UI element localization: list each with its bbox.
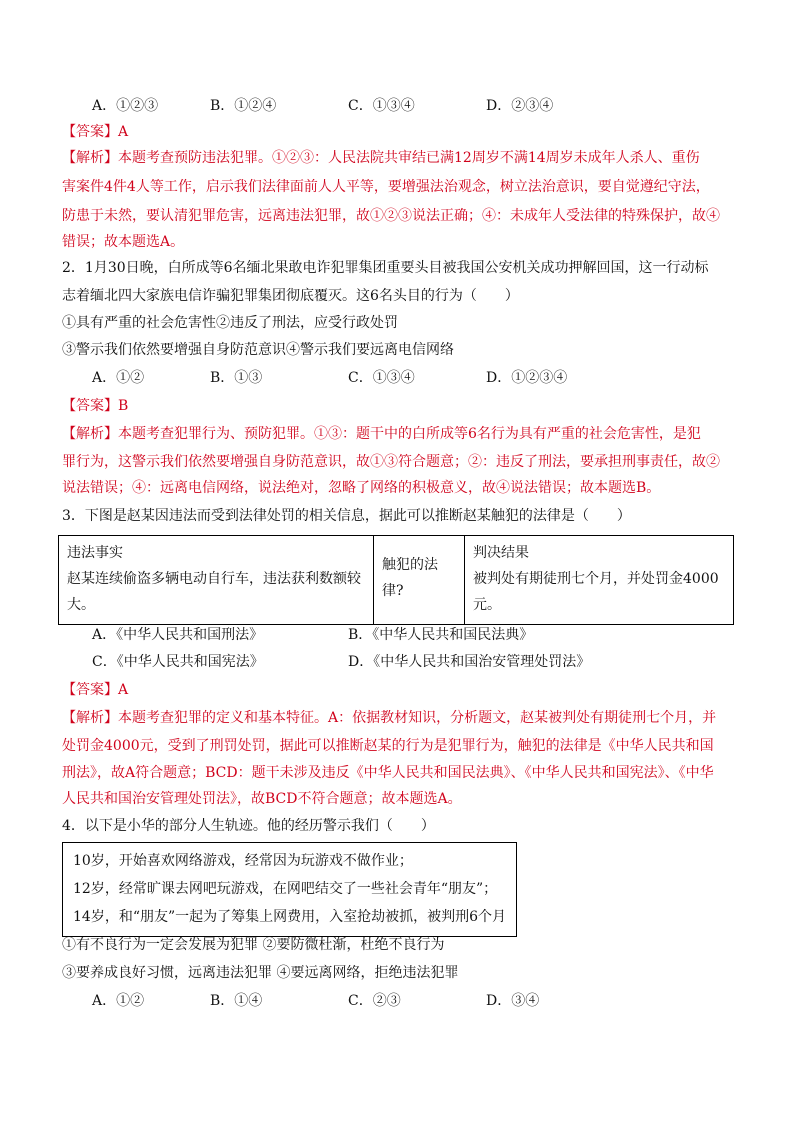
- q3-stem: 3．下图是赵某因违法而受到法律处罚的相关信息，据此可以推断赵某触犯的法律是（ ）: [62, 508, 631, 524]
- q4-statement-line: ①有不良行为一定会发展为犯罪 ②要防微杜渐，杜绝不良行为: [62, 937, 445, 953]
- q3-law-line: 律?: [382, 583, 404, 599]
- q2-stem-line: 2．1月30日晚，白所成等6名缅北果敢电诈犯罪集团重要头目被我国公安机关成功押解回国，这一行动标: [62, 260, 709, 276]
- q2-option-c: C．①③④: [348, 370, 415, 386]
- q1-answer: 【答案】A: [62, 124, 129, 140]
- q4-option-d: D．③④: [486, 993, 540, 1009]
- q3-facts-line: 大。: [67, 597, 95, 613]
- q2-option-b: B．①③: [210, 370, 263, 386]
- q3-law-line: 触犯的法: [382, 557, 438, 573]
- q1-analysis-line: 害案件4件4人等工作，启示我们法律面前人人平等，要增强法治观念，树立法治意识，要自觉遵纪守法，: [62, 179, 710, 195]
- q2-stem-line: 志着缅北四大家族电信诈骗犯罪集团彻底覆灭。这6名头目的行为（ ）: [62, 288, 519, 304]
- q3-verdict-line: 元。: [473, 597, 501, 613]
- q3-verdict-title: 判决结果: [473, 545, 529, 561]
- q3-verdict-cell: [465, 536, 733, 624]
- q2-option-d: D．①②③④: [486, 370, 568, 386]
- q3-facts-cell: [59, 536, 373, 624]
- q4-option-a: A．①②: [92, 993, 145, 1009]
- q2-statement-line: ③警示我们依然要增强自身防范意识④警示我们要远离电信网络: [62, 342, 454, 358]
- q3-answer: 【答案】A: [62, 682, 129, 698]
- q3-option-c: C．《中华人民共和国宪法》: [92, 654, 264, 670]
- q1-option-d: D．②③④: [486, 98, 554, 114]
- q3-analysis-line: 【解析】本题考查犯罪的定义和基本特征。A：依据教材知识，分析题文，赵某被判处有期徒刑七个月，并: [62, 710, 717, 726]
- q2-analysis-line: 【解析】本题考查犯罪行为、预防犯罪。①③：题干中的白所成等6名行为具有严重的社会危害性，是犯: [62, 426, 701, 442]
- q4-trajectory-box: [62, 842, 517, 937]
- q4-stem: 4．以下是小华的部分人生轨迹。他的经历警示我们（ ）: [62, 818, 435, 834]
- q2-analysis-line: 说法错误；④：远离电信网络，说法绝对，忽略了网络的积极意义，故④说法错误；故本题选B。: [62, 480, 661, 496]
- q3-option-b: B．《中华人民共和国民法典》: [348, 627, 534, 643]
- q3-facts-line: 赵某连续偷盗多辆电动自行车，违法获利数额较: [67, 571, 361, 587]
- q2-answer: 【答案】B: [62, 398, 129, 414]
- q1-option-a: A．①②③: [92, 98, 159, 114]
- q1-analysis-line: 【解析】本题考查预防违法犯罪。①②③：人民法院共审结已满12周岁不满14周岁未成年人杀人、重伤: [62, 150, 700, 166]
- q2-option-a: A．①②: [92, 370, 145, 386]
- q3-option-a: A．《中华人民共和国刑法》: [92, 627, 264, 643]
- q4-box-line: 12岁，经常旷课去网吧玩游戏，在网吧结交了一些社会青年“朋友”；: [73, 881, 498, 897]
- q1-option-b: B．①②④: [210, 98, 277, 114]
- q2-statement-line: ①具有严重的社会危害性②违反了刑法，应受行政处罚: [62, 315, 398, 331]
- q1-analysis-line: 防患于未然，要认清犯罪危害，远离违法犯罪，故①②③说法正确；④：未成年人受法律的特殊保护，故④: [62, 208, 720, 224]
- q4-option-c: C．②③: [348, 993, 401, 1009]
- q2-analysis-line: 罪行为，这警示我们依然要增强自身防范意识，故①③符合题意；②：违反了刑法，要承担刑事责任，故②: [62, 454, 720, 470]
- q3-law-cell: [374, 536, 464, 624]
- q4-option-b: B．①④: [210, 993, 263, 1009]
- q3-table: [58, 535, 734, 625]
- q4-box-line: 14岁，和“朋友”一起为了筹集上网费用，入室抢劫被抓，被判刑6个月: [73, 909, 507, 925]
- q1-option-c: C．①③④: [348, 98, 415, 114]
- q3-option-d: D．《中华人民共和国治安管理处罚法》: [348, 654, 591, 670]
- q3-verdict-line: 被判处有期徒刑七个月，并处罚金4000: [473, 571, 719, 587]
- q3-analysis-line: 处罚金4000元，受到了刑罚处罚，据此可以推断赵某的行为是犯罪行为，触犯的法律是《中华人民共和国: [62, 738, 714, 754]
- q1-analysis-line: 错误；故本题选A。: [62, 234, 185, 250]
- q3-facts-title: 违法事实: [67, 545, 123, 561]
- q3-analysis-line: 刑法》，故A符合题意；BCD：题干未涉及违反《中华人民共和国民法典》、《中华人民共和国宪法》、《中华: [62, 765, 714, 781]
- q4-box-line: 10岁，开始喜欢网络游戏，经常因为玩游戏不做作业；: [73, 853, 413, 869]
- q4-statement-line: ③要养成良好习惯，远离违法犯罪 ④要远离网络，拒绝违法犯罪: [62, 965, 459, 981]
- q3-analysis-line: 人民共和国治安管理处罚法》，故BCD不符合题意；故本题选A。: [62, 791, 462, 807]
